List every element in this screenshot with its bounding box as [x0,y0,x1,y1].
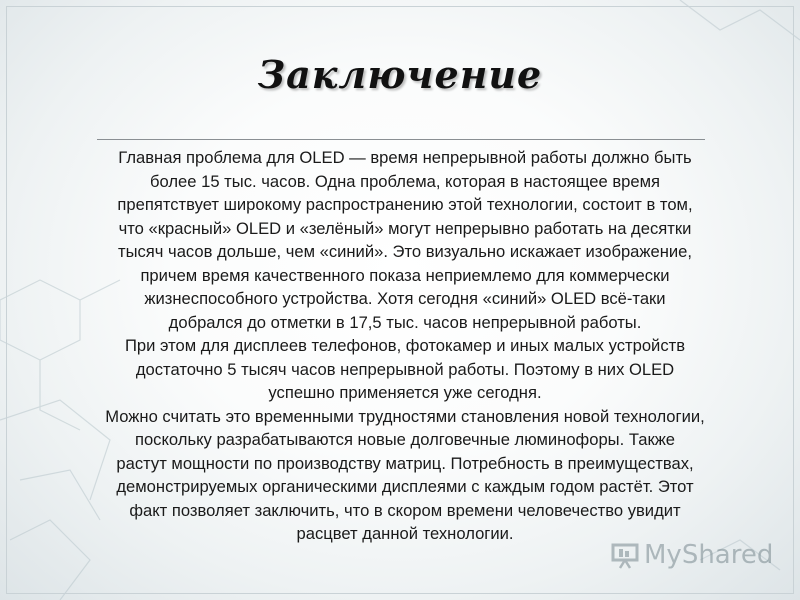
title-divider [97,139,705,140]
text-line: Можно считать это временными трудностями становления новой технологии, [105,406,705,426]
text-line: Главная проблема для OLED — время непрерывной работы должно быть [118,148,692,167]
text-line: причем время качественного показа неприемлемо для коммерчески [140,265,670,285]
text-line: жизнеспособного устройства. Хотя сегодня «синий» OLED всё-таки [144,289,666,308]
paragraph-1 [20,146,790,334]
slide-title: Заключение [257,52,543,97]
text-line: факт позволяет заключить, что в скором времени человечество увидит [129,500,681,520]
slide-body [20,146,790,546]
watermark-text: MyShared [644,540,774,570]
presentation-icon [610,540,640,570]
text-line: что «красный» OLED и «зелёный» могут непрерывно работать на десятки [118,218,692,238]
text-line: тысяч часов дольше, чем «синий». Это визуально искажает изображение, [117,242,693,261]
text-line: достаточно 5 тысяч часов непрерывной работы. Поэтому в них OLED [135,359,675,379]
text-line: При этом для дисплеев телефонов, фотокамер и иных малых устройств [124,336,686,355]
paragraph-3 [20,405,790,546]
paragraph-2 [20,334,790,405]
text-line: растут мощности по производству матриц. Потребность в преимуществах, [116,453,694,473]
text-line: расцвет данной технологии. [296,524,514,543]
text-line: поскольку разрабатываются новые долговечные люминофоры. Также [134,430,676,449]
text-line: демонстрируемых органическими дисплеями с каждым годом растёт. Этот [116,477,694,496]
watermark-logo [610,538,773,572]
text-line: препятствует широкому распространению этой технологии, состоит в том, [117,195,693,214]
text-line: добрался до отметки в 17,5 тыс. часов непрерывной работы. [168,312,642,332]
text-line: успешно применяется уже сегодня. [268,383,542,402]
text-line: более 15 тыс. часов. Одна проблема, которая в настоящее время [150,171,660,191]
